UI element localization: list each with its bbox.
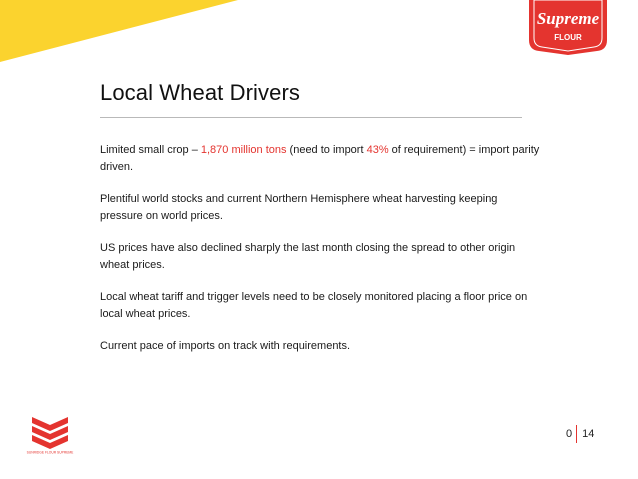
title-divider	[100, 117, 522, 118]
supreme-flour-logo	[526, 0, 610, 56]
body-paragraph	[100, 240, 540, 274]
paragraph-text: Limited small crop –	[100, 144, 201, 156]
corner-accent-triangle	[0, 0, 238, 62]
slide-title: Local Wheat Drivers	[100, 80, 300, 105]
footer-logo-caption: SUNRIDGE FLOUR SUPREME	[26, 450, 74, 455]
highlighted-figure: 1,870 million tons	[200, 144, 287, 156]
brand-name-text: Supreme	[536, 9, 600, 28]
paragraph-text: Plentiful world stocks and current Northern Hemisphere wheat harvesting keeping pressure on world prices.	[100, 193, 498, 222]
paragraph-text: US prices have also declined sharply the last month closing the spread to other origin wheat prices.	[100, 242, 516, 271]
brand-sub-text: FLOUR	[554, 33, 582, 42]
highlighted-figure: 43%	[366, 144, 389, 156]
body-paragraph	[100, 289, 540, 323]
page-number-right: 14	[582, 428, 595, 440]
body-paragraph	[100, 191, 540, 225]
paragraph-text: Local wheat tariff and trigger levels need to be closely monitored placing a floor price on local wheat prices.	[100, 291, 528, 320]
slide-body	[100, 142, 540, 370]
chevron-stack-logo-icon	[26, 414, 74, 458]
page-number	[566, 425, 594, 443]
paragraph-text: (need to import	[286, 144, 367, 156]
paragraph-text: of requirement) = import parity driven.	[100, 144, 540, 173]
paragraph-text: Current pace of imports on track with requirements.	[100, 340, 351, 352]
body-paragraph	[100, 142, 540, 176]
body-paragraph	[100, 338, 540, 355]
page-number-left: 0	[566, 428, 573, 440]
